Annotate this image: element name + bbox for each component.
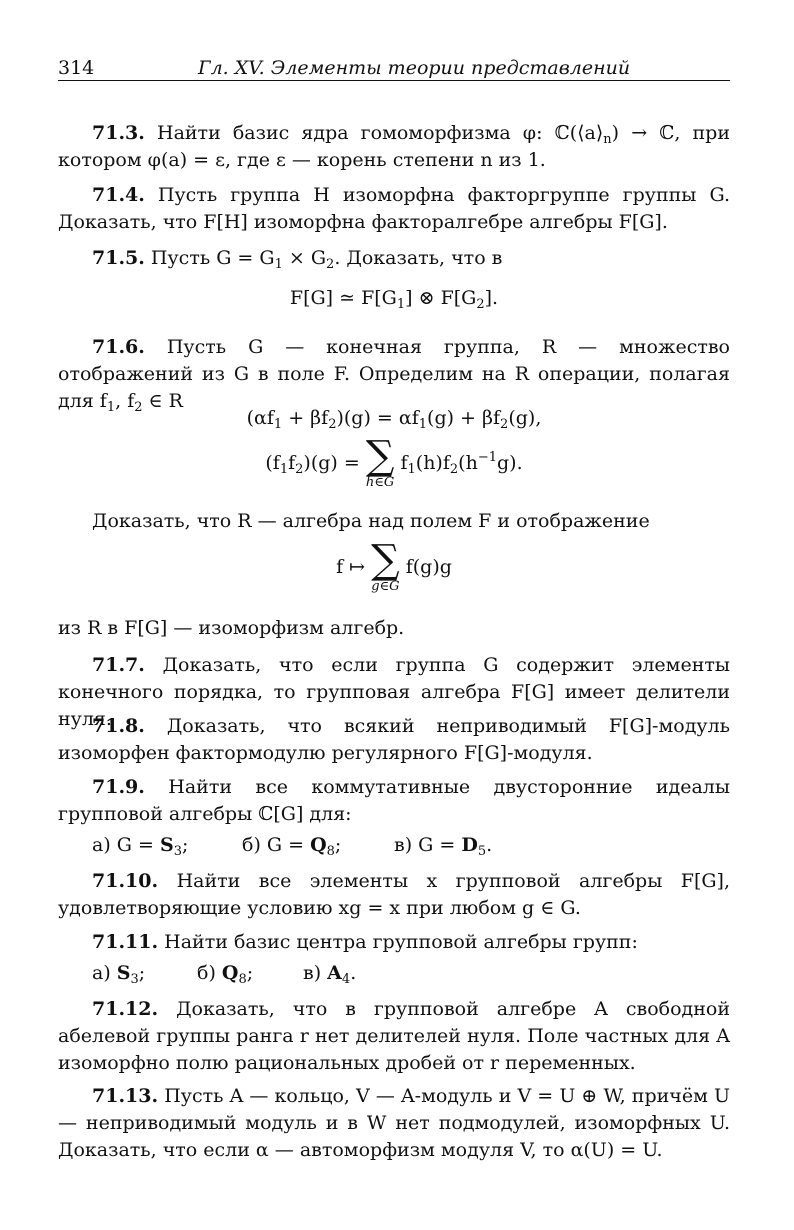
option-end: . [486, 834, 493, 856]
sum-sign: ∑ [371, 537, 400, 583]
option-end: ; [246, 962, 254, 984]
running-head: Гл. XV. Элементы теории представлений [198, 57, 631, 79]
formula-part: g). [497, 452, 523, 474]
formula-part: )(g) = αf [336, 407, 419, 429]
formula-part: (g), [508, 407, 542, 429]
subscript: 8 [326, 844, 335, 859]
subscript: 8 [238, 972, 247, 987]
problem-text: Пусть A — кольцо, V — A-модуль и V = U ⊕ W, причём U — неприводимый модуль и в W нет подмодулей, изоморфных U. Доказать, что если α — автоморфизм модуля V, то α(U) = U. [58, 1085, 730, 1161]
problem-text: Доказать, что если группа G содержит элементы конечного порядка, то групповая алгебра F[G] имеет делители нуля. [58, 654, 730, 730]
page-header [58, 56, 730, 81]
option-a [92, 960, 197, 987]
option-b [242, 832, 394, 859]
problem-71-6-cont [58, 508, 730, 535]
sum-sign: ∑ [365, 433, 395, 479]
subscript: 2 [295, 462, 304, 477]
subscript: 3 [130, 972, 139, 987]
formula-part: F[G] ≃ F[G [289, 287, 397, 309]
problem-number: 71.10. [92, 870, 159, 892]
problem-71-6 [58, 334, 730, 415]
option-value: Q [310, 834, 327, 856]
problem-71-9-options [92, 832, 492, 859]
subscript: 1 [273, 417, 283, 432]
problem-71-3 [58, 120, 730, 174]
superscript: −1 [477, 450, 497, 465]
summation [371, 537, 400, 594]
problem-text: Найти базис ядра гомоморфизма φ: ℂ(⟨a⟩ [144, 122, 604, 144]
problem-text: ∈ R [142, 390, 183, 412]
problem-text: Найти все элементы x групповой алгебры F[G], удовлетворяющие условию xg = x при любом g ∈ G. [58, 870, 730, 919]
option-label: а) [92, 962, 117, 984]
formula-part: (f [265, 452, 280, 474]
subscript: 1 [279, 462, 289, 477]
option-end: ; [138, 962, 146, 984]
subscript: 2 [449, 462, 459, 477]
problem-number: 71.5. [92, 247, 145, 269]
sum-limit: h∈G [365, 475, 395, 490]
problem-text: Пусть группа H изоморфна факторгруппе группы G. Доказать, что F[H] изоморфна факторалгебре алгебры F[G]. [58, 184, 730, 233]
problem-number: 71.7. [92, 654, 145, 676]
subscript: 1 [106, 400, 116, 415]
option-c [303, 960, 356, 987]
problem-number: 71.12. [92, 998, 159, 1020]
subscript: 2 [328, 417, 337, 432]
subscript: 2 [500, 417, 509, 432]
problem-71-10 [58, 868, 730, 922]
subscript: 1 [418, 417, 428, 432]
option-end: ; [181, 834, 189, 856]
problem-number: 71.4. [92, 184, 145, 206]
formula-part: f(g)g [405, 556, 452, 578]
problem-71-8 [58, 713, 730, 767]
problem-text: Пусть G = G [144, 247, 275, 269]
option-c [394, 832, 492, 859]
formula-part: + βf [282, 407, 329, 429]
problem-71-11 [58, 929, 730, 956]
formula-isomorphism [58, 537, 730, 594]
problem-number: 71.6. [92, 336, 145, 358]
option-value: S [159, 834, 174, 856]
problem-number: 71.9. [92, 776, 145, 798]
formula-tensor [58, 285, 730, 312]
problem-text: , f [115, 390, 135, 412]
option-b [197, 960, 303, 987]
subscript: 4 [341, 972, 351, 987]
problem-text: Найти все коммутативные двусторонние идеалы групповой алгебры ℂ[G] для: [58, 776, 730, 825]
option-label: в) [303, 962, 328, 984]
problem-number: 71.8. [92, 715, 145, 737]
subscript: 1 [396, 297, 406, 312]
subscript: 2 [476, 297, 485, 312]
formula-part: )(g) = [303, 452, 360, 474]
problem-71-11-options [92, 960, 356, 987]
problem-71-5 [58, 245, 730, 272]
option-end: ; [334, 834, 342, 856]
sum-limit: g∈G [371, 579, 400, 594]
summation [365, 433, 395, 490]
option-value: S [116, 962, 131, 984]
option-label: в) G = [394, 834, 462, 856]
option-label: б) [197, 962, 222, 984]
problem-text: . Доказать, что в [334, 247, 503, 269]
problem-text: Доказать, что в групповой алгебре A свободной абелевой группы ранга r нет делителей нуля. Поле частных для A изоморфно полю рациональных дробей от r переменных. [58, 998, 730, 1074]
formula-part: f ↦ [336, 556, 366, 578]
problem-71-12 [58, 996, 730, 1077]
subscript: n [603, 132, 612, 147]
formula-part: (g) + βf [427, 407, 501, 429]
option-label: б) G = [242, 834, 311, 856]
option-value: A [327, 962, 342, 984]
problem-71-13 [58, 1083, 730, 1164]
formula-part: ] ⊗ F[G [405, 287, 477, 309]
option-value: Q [221, 962, 239, 984]
option-label: а) G = [92, 834, 160, 856]
subscript: 2 [326, 257, 335, 272]
formula-part: (h [458, 452, 478, 474]
formula-part: f [288, 452, 296, 474]
problem-71-9 [58, 774, 730, 828]
subscript: 1 [274, 257, 283, 272]
formula-part: (h)f [415, 452, 450, 474]
problem-number: 71.11. [92, 931, 159, 953]
option-value: D [461, 834, 478, 856]
problem-text: Доказать, что R — алгебра над полем F и отображение [92, 510, 650, 532]
problem-71-4 [58, 182, 730, 236]
formula-part: (αf [246, 407, 274, 429]
problem-text: Доказать, что всякий неприводимый F[G]-модуль изоморфен фактормодулю регулярного F[G]-модуля. [58, 715, 730, 764]
formula-part: ]. [484, 287, 499, 309]
formula-convolution [58, 433, 730, 490]
problem-text: Найти базис центра групповой алгебры групп: [158, 931, 638, 953]
problem-text: Пусть G — конечная группа, R — множество отображений из G в поле F. Определим на R операции, полагая для f [58, 336, 730, 412]
problem-number: 71.13. [92, 1085, 159, 1107]
formula-sum-def [58, 405, 730, 432]
problem-number: 71.3. [92, 122, 145, 144]
problem-text: × G [282, 247, 327, 269]
option-a [92, 832, 242, 859]
page-number: 314 [58, 57, 95, 79]
subscript: 5 [477, 844, 487, 859]
subscript: 2 [134, 400, 143, 415]
subscript: 1 [407, 462, 416, 477]
problem-text: ) → ℂ, при котором φ(a) = ε, где ε — корень степени n из 1. [58, 122, 730, 171]
formula-part: f [400, 452, 408, 474]
option-end: . [350, 962, 357, 984]
problem-71-6-end [58, 615, 730, 642]
subscript: 3 [173, 844, 182, 859]
problem-text: из R в F[G] — изоморфизм алгебр. [58, 617, 405, 639]
